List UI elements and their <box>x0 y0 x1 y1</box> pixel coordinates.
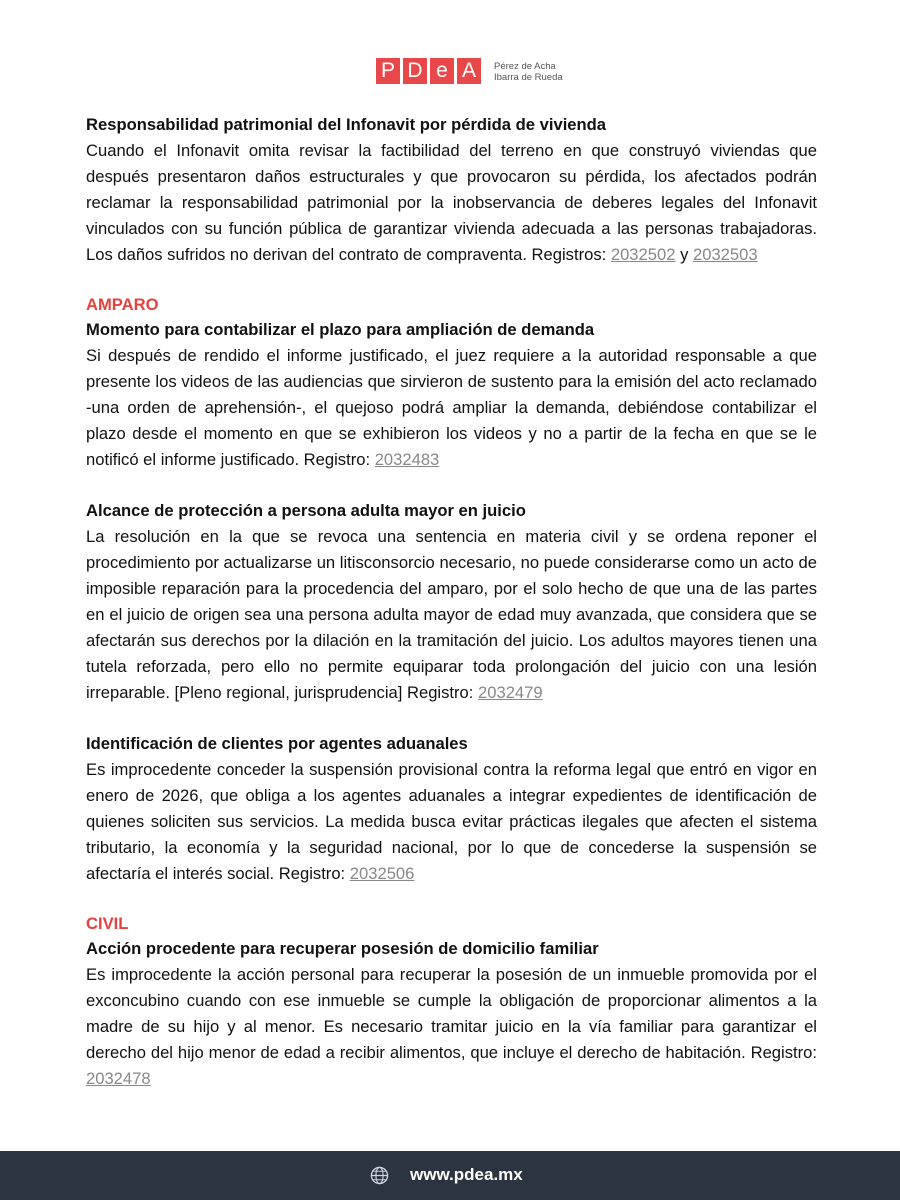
article-block <box>86 112 817 268</box>
article-block <box>86 498 817 706</box>
article-text: Si después de rendido el informe justificado, el juez requiere a la autoridad responsable a que presente los videos de las audiencias que sirvieron de sustento para la emisión del acto reclamado -una orden de aprehensión-, el quejoso podrá ampliar la demanda, debiéndose contabilizar el plazo desde el momento en que se exhibieron los videos y no a partir de la fecha en que se le notificó el informe justificado. Registro: <box>86 346 817 469</box>
article-title: Identificación de clientes por agentes aduanales <box>86 734 468 753</box>
logo-letter-a: A <box>457 58 481 84</box>
registro-link[interactable]: 2032503 <box>692 245 758 264</box>
article-block <box>86 912 817 1092</box>
registro-link[interactable]: 2032479 <box>478 683 543 702</box>
logo-letter-p: P <box>376 58 400 84</box>
article-body <box>86 343 817 473</box>
article-block <box>86 731 817 887</box>
firm-name-line-1: Pérez de Acha <box>494 61 556 72</box>
newsletter-content <box>86 112 817 1117</box>
article-text: Es improcedente conceder la suspensión provisional contra la reforma legal que entró en vigor en enero de 2026, que obliga a los agentes aduanales a integrar expedientes de identificación de quienes soliciten sus servicios. La medida busca evitar prácticas ilegales que afecten el sistema tributario, la economía y la seguridad nacional, por lo que de concederse la suspensión se afectaría el interés social. Registro: <box>86 760 817 883</box>
article-text: Es improcedente la acción personal para recuperar la posesión de un inmueble promovida por el exconcubino cuando con ese inmueble se cumple la obligación de proporcionar alimentos a la madre de su hijo y al menor. Es necesario tramitar juicio en la vía familiar para garantizar el derecho del hijo menor de edad a recibir alimentos, que incluye el derecho de habitación. Registro: <box>86 965 817 1062</box>
registro-link[interactable]: 2032502 <box>610 245 676 264</box>
website-link[interactable]: www.pdea.mx <box>410 1165 523 1184</box>
registro-link[interactable]: 2032483 <box>374 450 440 469</box>
article-body <box>86 524 817 706</box>
link-connector: y <box>675 245 693 264</box>
logo-letter-e: e <box>430 58 454 84</box>
article-title: Acción procedente para recuperar posesión de domicilio familiar <box>86 939 599 958</box>
section-heading: AMPARO <box>86 295 159 314</box>
pdea-logo <box>376 58 481 84</box>
article-text: La resolución en la que se revoca una sentencia en materia civil y se ordena reponer el procedimiento por actualizarse un litisconsorcio necesario, no puede considerarse como un acto de imposible reparación para la procedencia del amparo, por el solo hecho de que una de las partes en el juicio de origen sea una persona adulta mayor de edad muy avanzada, que considera que se afectarán sus derechos por la dilación en la tramitación del juicio. Los adultos mayores tienen una tutela reforzada, pero ello no permite equiparar toda prolongación del juicio con una lesión irreparable. [Pleno regional, jurisprudencia] Registro: <box>86 527 817 702</box>
article-body <box>86 138 817 268</box>
article-title: Momento para contabilizar el plazo para ampliación de demanda <box>86 320 595 339</box>
firm-name-line-2: Ibarra de Rueda <box>494 72 563 83</box>
registro-link[interactable]: 2032478 <box>86 1069 151 1088</box>
logo-letter-d: D <box>403 58 427 84</box>
article-body <box>86 962 817 1092</box>
registro-link[interactable]: 2032506 <box>349 864 415 883</box>
globe-icon <box>370 1166 389 1185</box>
article-title: Responsabilidad patrimonial del Infonavit por pérdida de vivienda <box>86 115 607 134</box>
page-footer <box>0 1151 900 1200</box>
article-body <box>86 757 817 887</box>
firm-name <box>494 61 563 83</box>
article-text: Cuando el Infonavit omita revisar la factibilidad del terreno en que construyó viviendas que después presentaron daños estructurales y que provocaron su pérdida, los afectados podrán reclamar la responsabilidad patrimonial por la inobservancia de deberes legales del Infonavit vinculados con su función pública de garantizar vivienda adecuada a las personas trabajadoras. Los daños sufridos no derivan del contrato de compraventa. Registros: <box>86 141 817 264</box>
article-title: Alcance de protección a persona adulta mayor en juicio <box>86 501 526 520</box>
page-header <box>0 58 900 92</box>
section-heading: CIVIL <box>86 914 129 933</box>
article-block <box>86 293 817 473</box>
